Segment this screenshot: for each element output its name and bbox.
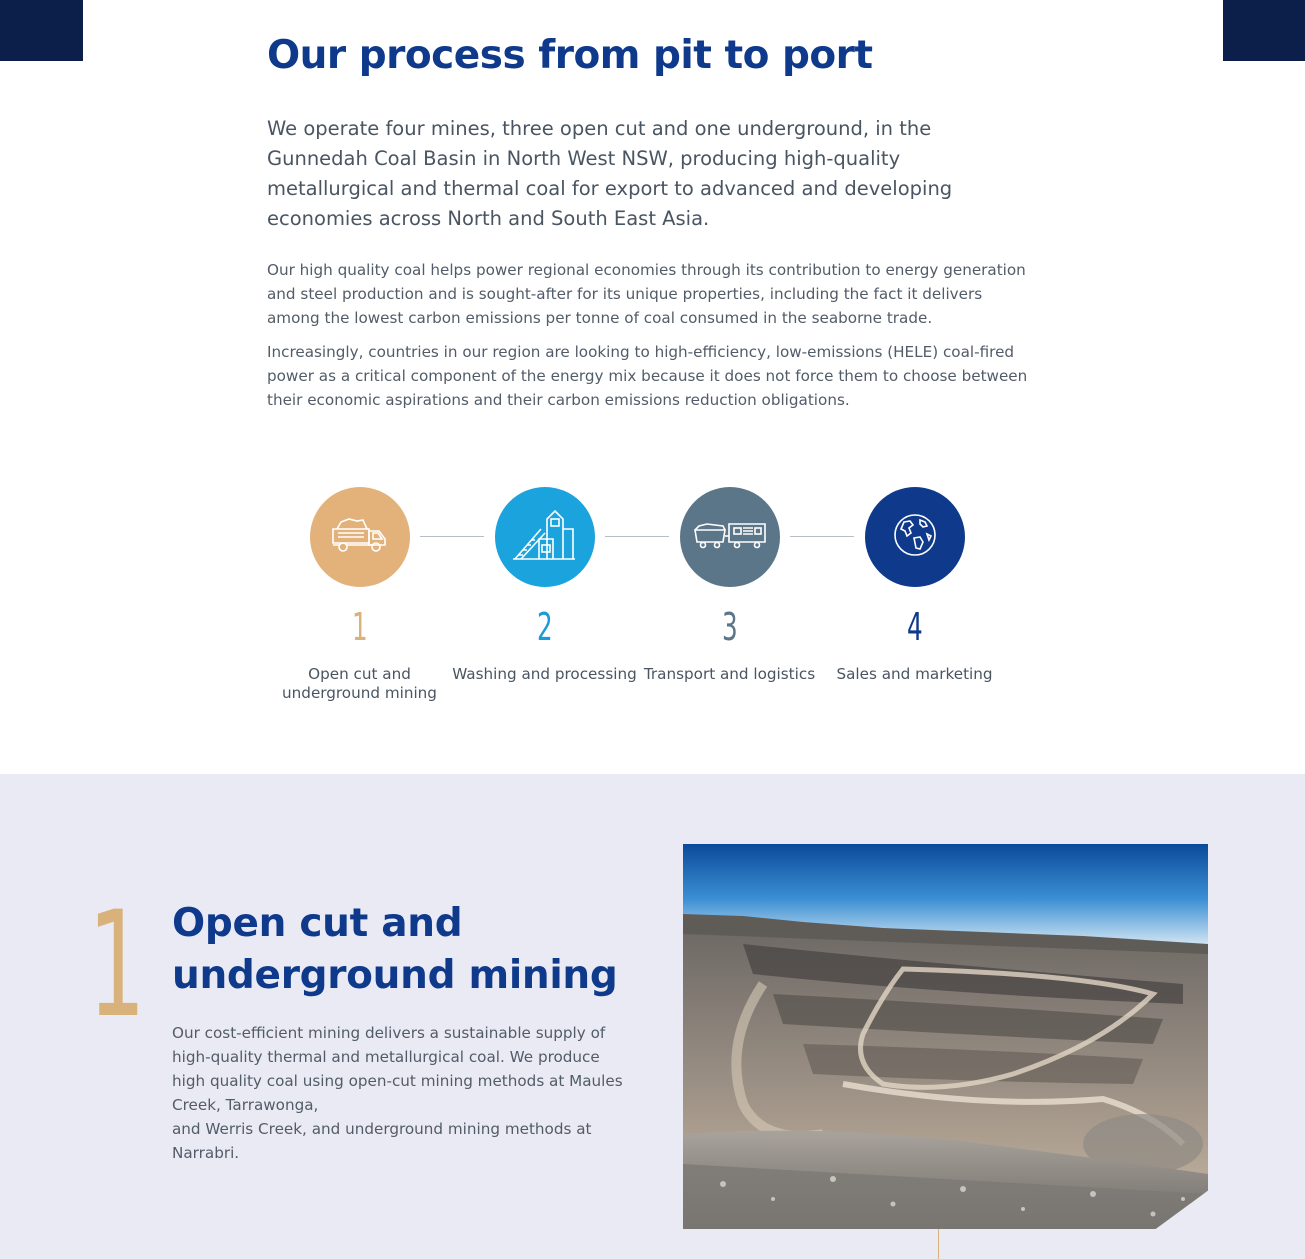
- section-body-line-1: Our cost-efficient mining delivers a sustainable supply of high-quality thermal and metallurgical coal. We produce high quality coal using open-cut mining methods at Maules Creek, Tarrawonga,: [172, 1024, 623, 1114]
- corner-decoration-left: [0, 0, 83, 61]
- globe-icon: [892, 512, 938, 562]
- step-label: Open cut and underground mining: [282, 665, 437, 702]
- step-number: 4: [906, 605, 923, 649]
- step-number: 3: [721, 605, 738, 649]
- step-label: Sales and marketing: [836, 665, 993, 683]
- open-cut-mine-photo: [683, 844, 1208, 1229]
- section-body: [172, 1021, 630, 1165]
- section-divider-line: [938, 1229, 939, 1259]
- section-title: Open cut and underground mining: [172, 901, 618, 998]
- step-circle-4: [865, 487, 965, 587]
- page-title: Our process from pit to port: [267, 33, 873, 78]
- step-mining[interactable]: [267, 487, 452, 703]
- step-sales[interactable]: [822, 487, 1007, 684]
- processing-plant-icon: [513, 507, 577, 567]
- body-paragraph-1: Our high quality coal helps power regional economies through its contribution to energy generation and steel production and is sought-after for its unique properties, including the fact it delivers among the lowest carbon emissions per tonne of coal consumed in the seaborne trade.: [267, 261, 1026, 327]
- step-circle-2: [495, 487, 595, 587]
- step-label: Transport and logistics: [643, 665, 816, 683]
- process-steps: [267, 487, 1007, 727]
- step-circle-1: [310, 487, 410, 587]
- section-body-line-2: and Werris Creek, and underground mining methods at Narrabri.: [172, 1120, 592, 1162]
- corner-decoration-right: [1223, 0, 1305, 61]
- mining-truck-icon: [329, 513, 391, 561]
- intro-section: [267, 28, 1037, 412]
- body-paragraph-2: Increasingly, countries in our region are looking to high-efficiency, low-emissions (HELE) coal-fired power as a critical component of the energy mix because it does not force them to choose between their economic aspirations and their carbon emissions reduction obligations.: [267, 343, 1028, 409]
- step-circle-3: [680, 487, 780, 587]
- step-number: 1: [351, 605, 368, 649]
- step-processing[interactable]: [452, 487, 637, 684]
- train-icon: [693, 520, 767, 554]
- step-label: Washing and processing: [452, 665, 637, 683]
- lead-paragraph: We operate four mines, three open cut and one underground, in the Gunnedah Coal Basin in North West NSW, producing high-quality metallurgical and thermal coal for export to advanced and developing economies across North and South East Asia.: [267, 117, 953, 230]
- step-number: 2: [536, 605, 553, 649]
- section-number: 1: [88, 880, 146, 1050]
- step-transport[interactable]: [637, 487, 822, 684]
